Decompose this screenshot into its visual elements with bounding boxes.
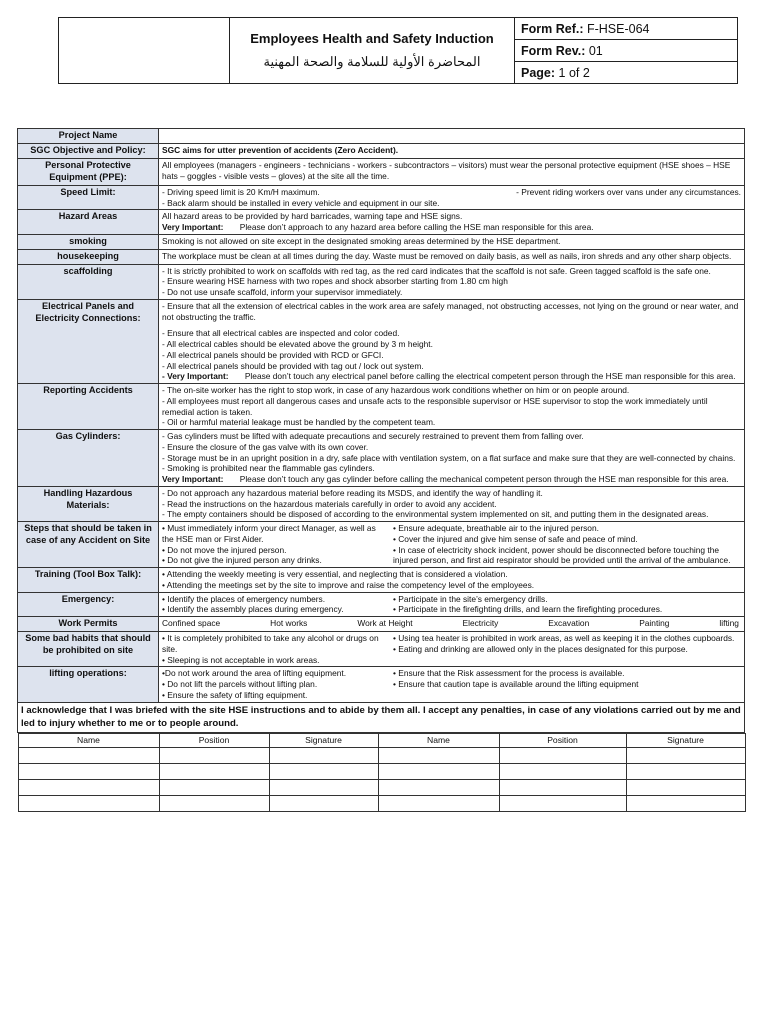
page-value: 1 of 2	[558, 65, 590, 80]
sig-name-cell[interactable]	[378, 779, 499, 795]
row-speed	[18, 185, 745, 210]
hazmat-line-3: - The empty containers should be disposed of according to the environmental system implemented on sit, and putting them in the designated areas.	[162, 509, 709, 520]
steps-right-2: • Cover the injured and give him sense of safe and peace of mind.	[393, 533, 638, 544]
sig-signature-cell[interactable]	[269, 779, 378, 795]
permit-item: Excavation	[548, 618, 590, 629]
smoking-text: Smoking is not allowed on site except in the designated smoking areas determined by the HSE department.	[159, 234, 745, 249]
form-rev-value: 01	[588, 43, 603, 58]
signature-row	[18, 763, 745, 779]
project-name-field[interactable]	[159, 129, 745, 144]
reporting-text	[159, 384, 745, 430]
form-ref-value: F-HSE-064	[586, 21, 650, 36]
electrical-line-4: - All electrical panels should be provided with RCD or GFCI.	[162, 349, 384, 360]
electrical-line-1: - Ensure that all the extension of electrical cables in the work area are safely managed, not obstructing accesses, not lying on the ground or near water, and not obstructing the traffic.	[162, 300, 739, 322]
sig-position-cell[interactable]	[499, 747, 626, 763]
row-hazmat	[18, 486, 745, 521]
housekeeping-text: The workplace must be clean at all times during the day. Waste must be removed on daily basis, as well as nails, iron shreds and any other sharp objects.	[159, 249, 745, 264]
sig-signature-cell[interactable]	[626, 763, 745, 779]
row-habits	[18, 632, 745, 667]
emergency-left-2: • Identify the assembly places during emergency.	[162, 604, 344, 615]
gas-vi-text: Please don’t touch any gas cylinder before calling the mechanical competent person through the HSE man responsible for this area.	[239, 474, 729, 485]
permits-list	[159, 617, 745, 632]
sig-name-cell[interactable]	[18, 795, 159, 811]
speed-text	[159, 185, 745, 210]
speed-label: Speed Limit:	[18, 185, 159, 210]
electrical-vi-text: Please don’t touch any electrical panel before calling the electrical competent person through the HSE man responsible for this area.	[244, 371, 736, 382]
gas-line-1: - Gas cylinders must be lifted with adequate precautions and securely restrained to prevent them from falling over.	[162, 431, 584, 442]
electrical-line-2: - Ensure that all electrical cables are inspected and color coded.	[162, 328, 400, 339]
row-emergency	[18, 592, 745, 617]
hazard-vi-text: Please don’t approach to any hazard area before calling the HSE man responsible for this area.	[239, 222, 594, 233]
steps-right-1: • Ensure adequate, breathable air to the injured person.	[393, 523, 599, 534]
row-permits	[18, 617, 745, 632]
sig-position-cell[interactable]	[499, 779, 626, 795]
row-scaffolding	[18, 264, 745, 299]
sig-name-cell[interactable]	[18, 763, 159, 779]
hazmat-label: Handling Hazardous Materials:	[18, 486, 159, 521]
form-rev-label: Form Rev.:	[521, 43, 586, 58]
speed-line-1-right: - Prevent riding workers over vans under any circumstances.	[516, 186, 741, 197]
sig-position-cell[interactable]	[159, 747, 269, 763]
gas-label: Gas Cylinders:	[18, 430, 159, 487]
scaffolding-label: scaffolding	[18, 264, 159, 299]
sig-name-cell[interactable]	[378, 763, 499, 779]
sig-position-cell[interactable]	[159, 795, 269, 811]
form-rev	[515, 40, 738, 62]
reporting-label: Reporting Accidents	[18, 384, 159, 430]
form-title-ar: المحاضرة الأولية للسلامة والصحة المهنية	[263, 54, 481, 69]
lifting-left-1: •Do not work around the area of lifting equipment.	[162, 668, 347, 679]
lifting-left-3: • Ensure the safety of lifting equipment.	[162, 689, 308, 700]
permit-item: lifting	[719, 618, 739, 629]
lifting-text	[159, 667, 745, 702]
emergency-right-2: • Participate in the firefighting drills, and learn the firefighting procedures.	[393, 604, 663, 615]
row-housekeeping	[18, 249, 745, 264]
page-label: Page:	[521, 65, 556, 80]
emergency-left-1: • Identify the places of emergency numbers.	[162, 593, 326, 604]
permit-item: Painting	[639, 618, 670, 629]
electrical-text	[159, 299, 745, 383]
steps-right-3: • In case of electricity shock incident, power should be disconnected before touching the injured person, and first aid respirator should be provided until the arrival of the ambulance.	[393, 544, 731, 566]
row-project	[18, 129, 745, 144]
steps-left-1: • Must immediately inform your direct Manager, as well as the HSE man or First Aider.	[162, 523, 376, 544]
emergency-label: Emergency:	[18, 592, 159, 617]
form-header	[58, 17, 738, 84]
logo-placeholder	[59, 18, 230, 84]
objective-text	[159, 143, 745, 158]
electrical-line-5: - All electrical panels should be provided with tag out / lock out system.	[162, 360, 424, 371]
objective-value: SGC aims for utter prevention of accidents (Zero Accident).	[162, 144, 399, 155]
scaffolding-line-3: - Do not use unsafe scaffold, inform your supervisor immediately.	[162, 287, 403, 298]
permit-item: Work at Height	[357, 618, 413, 629]
scaffolding-text	[159, 264, 745, 299]
row-electrical	[18, 299, 745, 383]
ppe-text: All employees (managers - engineers - technicians - workers - subcontractors – visitors) must wear the personal protective equipment (HSE shoes – HSE hats – goggles - visible vests – gloves) at the site all the time.	[159, 158, 745, 185]
emergency-text	[159, 592, 745, 617]
training-label: Training (Tool Box Talk):	[18, 568, 159, 593]
sig-name-cell[interactable]	[378, 747, 499, 763]
page-number	[515, 62, 738, 84]
hazard-very-important: Very Important:	[162, 222, 224, 233]
sig-signature-cell[interactable]	[269, 747, 378, 763]
steps-left-3: • Do not give the injured person any drinks.	[162, 555, 322, 566]
electrical-label: Electrical Panels and Electricity Connections:	[18, 299, 159, 383]
emergency-right-1: • Participate in the site’s emergency drills.	[393, 593, 548, 604]
steps-text	[159, 522, 745, 568]
sig-header-signature: Signature	[269, 733, 378, 747]
sig-position-cell[interactable]	[499, 795, 626, 811]
ppe-label: Personal Protective Equipment (PPE):	[18, 158, 159, 185]
row-ppe	[18, 158, 745, 185]
electrical-very-important: - Very Important:	[162, 371, 229, 382]
gas-line-4: - Smoking is prohibited near the flammable gas cylinders.	[162, 463, 375, 474]
habits-label: Some bad habits that should be prohibited on site	[18, 632, 159, 667]
row-objective	[18, 143, 745, 158]
row-acknowledgement	[18, 702, 745, 732]
project-name-label: Project Name	[18, 129, 159, 144]
scaffolding-line-2: - Ensure wearing HSE harness with two ropes and shock absorber starting from 1.80 cm high	[162, 276, 508, 287]
lifting-left-2: • Do not lift the parcels without lifting plan.	[162, 679, 318, 690]
sig-name-cell[interactable]	[18, 747, 159, 763]
habits-text	[159, 632, 745, 667]
electrical-line-3: - All electrical cables should be elevated above the ground by 3 m height.	[162, 339, 433, 350]
row-gas	[18, 430, 745, 487]
sig-name-cell[interactable]	[378, 795, 499, 811]
steps-left-2: • Do not move the injured person.	[162, 544, 287, 555]
row-training	[18, 568, 745, 593]
lifting-label: lifting operations:	[18, 667, 159, 702]
gas-very-important: Very Important:	[162, 474, 224, 485]
habits-left-2: • Sleeping is not acceptable in work areas.	[162, 654, 320, 665]
sig-position-cell[interactable]	[159, 763, 269, 779]
steps-label: Steps that should be taken in case of any Accident on Site	[18, 522, 159, 568]
hazmat-text	[159, 486, 745, 521]
sig-signature-cell[interactable]	[626, 779, 745, 795]
habits-left-1: • It is completely prohibited to take any alcohol or drugs on site.	[162, 633, 379, 654]
sig-header-signature: Signature	[626, 733, 745, 747]
row-reporting	[18, 384, 745, 430]
signature-row	[18, 795, 745, 811]
row-lifting	[18, 667, 745, 702]
lifting-right-1: • Ensure that the Risk assessment for the process is available.	[393, 668, 625, 679]
sig-position-cell[interactable]	[499, 763, 626, 779]
training-line-1: • Attending the weekly meeting is very essential, and neglecting that is considered a violation.	[162, 569, 508, 580]
gas-line-3: - Storage must be in an upright position in a dry, safe place with ventilation system, on a flat surface and make sure that they are well-connected by chains.	[162, 452, 736, 463]
reporting-line-1: - The on-site worker has the right to stop work, in case of any hazardous work conditions whether on him or on people around.	[162, 385, 630, 396]
signature-row	[18, 747, 745, 763]
permit-item: Hot works	[270, 618, 308, 629]
habits-right-1: • Using tea heater is prohibited in work areas, as well as keeping it in the clothes cupboards.	[393, 633, 735, 644]
sig-header-position: Position	[499, 733, 626, 747]
row-steps	[18, 522, 745, 568]
permit-item: Electricity	[462, 618, 499, 629]
scaffolding-line-1: - It is strictly prohibited to work on scaffolds with red tag, as the red card indicates that the scaffold is not safe. Green tagged scaffold is the safe one.	[162, 265, 711, 276]
smoking-label: smoking	[18, 234, 159, 249]
sig-signature-cell[interactable]	[626, 795, 745, 811]
hazmat-line-2: - Read the instructions on the hazardous materials carefully in order to avoid any accident.	[162, 498, 497, 509]
hazard-label: Hazard Areas	[18, 210, 159, 235]
form-title-en: Employees Health and Safety Induction	[250, 31, 494, 46]
signature-table	[18, 733, 746, 812]
reporting-line-3: - Oil or harmful material leakage must be handled by the competent team.	[162, 417, 436, 428]
sig-signature-cell[interactable]	[269, 795, 378, 811]
objective-label: SGC Objective and Policy:	[18, 143, 159, 158]
gas-text	[159, 430, 745, 487]
lifting-right-2: • Ensure that caution tape is available around the lifting equipment	[393, 679, 639, 690]
form-ref-label: Form Ref.:	[521, 21, 584, 36]
induction-table	[17, 128, 745, 812]
form-title	[230, 18, 515, 84]
hazard-line-1: All hazard areas to be provided by hard barricades, warning tape and HSE signs.	[162, 211, 463, 222]
speed-line-2: - Back alarm should be installed in every vehicle and equipment in our site.	[162, 197, 440, 208]
sig-name-cell[interactable]	[18, 779, 159, 795]
permit-item: Confined space	[162, 618, 221, 629]
sig-signature-cell[interactable]	[626, 747, 745, 763]
signature-row	[18, 779, 745, 795]
training-line-2: • Attending the meetings set by the site to improve and raise the competency level of the employees.	[162, 579, 535, 590]
sig-header-name: Name	[18, 733, 159, 747]
row-signatures	[18, 732, 745, 812]
reporting-line-2: - All employees must report all dangerous cases and unsafe acts to the responsible supervisor or HSE supervisor to stop the work immediately until remedial action is taken.	[162, 395, 708, 417]
sig-header-position: Position	[159, 733, 269, 747]
sig-position-cell[interactable]	[159, 779, 269, 795]
hazmat-line-1: - Do not approach any hazardous material before reading its MSDS, and identify the way of handling it.	[162, 487, 543, 498]
acknowledgement-text: I acknowledge that I was briefed with the site HSE instructions and to abide by them all. I accept any penalties, in case of any violations carried out by me and led to injury whether to me or to people around.	[18, 702, 745, 732]
row-smoking	[18, 234, 745, 249]
gas-line-2: - Ensure the closure of the gas valve with its own cover.	[162, 441, 369, 452]
housekeeping-label: housekeeping	[18, 249, 159, 264]
sig-header-name: Name	[378, 733, 499, 747]
permits-label: Work Permits	[18, 617, 159, 632]
speed-line-1-left: - Driving speed limit is 20 Km/H maximum.	[162, 186, 320, 197]
sig-signature-cell[interactable]	[269, 763, 378, 779]
row-hazard	[18, 210, 745, 235]
training-text	[159, 568, 745, 593]
hazard-text	[159, 210, 745, 235]
form-ref	[515, 18, 738, 40]
habits-right-2: • Eating and drinking are allowed only in the places designated for this purpose.	[393, 643, 688, 654]
